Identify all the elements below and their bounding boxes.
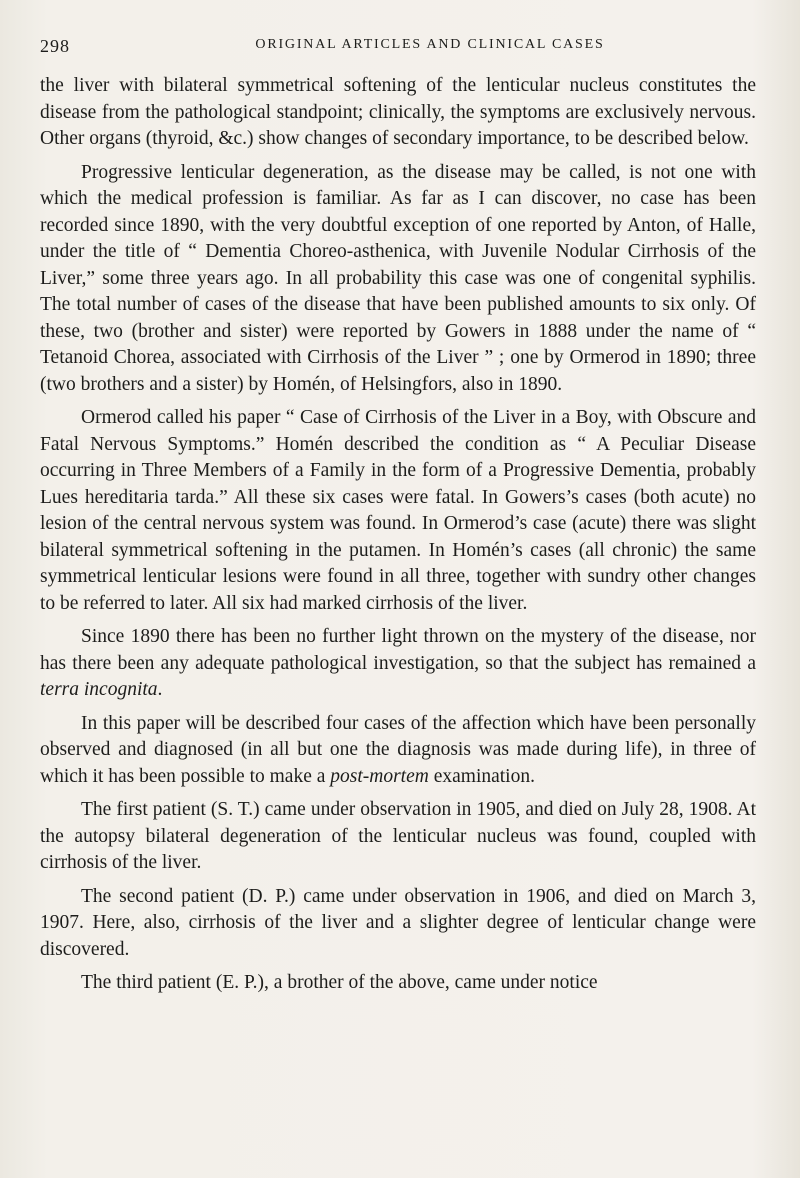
- paragraph: The second patient (D. P.) came under observation in 1906, and died on March 3, 1907. Here, also, cirrhosis of the liver and a slighter degree of lenticular change were discovered.: [40, 885, 756, 960]
- italic-phrase: terra incognita: [40, 679, 158, 700]
- paragraph: [40, 624, 756, 704]
- paragraph: [40, 711, 756, 791]
- paragraph: Ormerod called his paper “ Case of Cirrhosis of the Liver in a Boy, with Obscure and Fatal Nervous Symptoms.” Homén described the condition as “ A Peculiar Disease occurring in Three Members of a Family in the form of a Progressive Dementia, probably Lues hereditaria tarda.” All these six cases were fatal. In Gowers’s cases (both acute) no lesion of the central nervous system was found. In Ormerod’s case (acute) there was slight bilateral symmetrical softening in the putamen. In Homén’s cases (all chronic) the same symmetrical lenticular lesions were found in all three, together with sundry other changes to be referred to later. All six had marked cirrhosis of the liver.: [40, 407, 756, 614]
- paragraph-text: .: [157, 679, 163, 700]
- running-head: ORIGINAL ARTICLES AND CLINICAL CASES: [255, 37, 605, 52]
- paragraph: Progressive lenticular degeneration, as the disease may be called, is not one with which the medical profession is familiar. As far as I can discover, no case has been recorded since 1890, with the very doubtful exception of one reported by Anton, of Halle, under the title of “ Dementia Choreo-asthenica, with Juvenile Nodular Cirrhosis of the Liver,” some three years ago. In all probability this case was one of congenital syphilis. The total number of cases of the disease that have been published amounts to six only. Of these, two (brother and sister) were reported by Gowers in 1888 under the name of “ Tetanoid Chorea, associated with Cirrhosis of the Liver ” ; one by Ormerod in 1890; three (two brothers and a sister) by Homén, of Helsingfors, also in 1890.: [40, 161, 756, 395]
- italic-phrase: post-mortem: [330, 765, 429, 787]
- paragraph: The third patient (E. P.), a brother of the above, came under notice: [81, 972, 598, 993]
- paragraph: The first patient (S. T.) came under observation in 1905, and died on July 28, 1908. At the autopsy bilateral degeneration of the lenticular nucleus was found, coupled with cirrhosis of the liver.: [40, 799, 756, 873]
- paragraph-text: Since 1890 there has been no further light thrown on the mystery of the disease, nor has there been any adequate pathological investigation, so that the subject has remained a: [40, 626, 756, 674]
- body-text: [40, 73, 756, 1004]
- paragraph: the liver with bilateral symmetrical softening of the lenticular nucleus constitutes the disease from the pathological standpoint; clinically, the symptoms are exclusively nervous. Other organs (thyroid, &c.) show changes of secondary importance, to be described below.: [40, 75, 756, 149]
- paragraph-text: examination.: [428, 765, 535, 787]
- page-header: [40, 36, 760, 56]
- paragraph-text: In this paper will be described four cases of the affection which have been personally observed and diagnosed (in all but one the diagnosis was made during life), in three of which it has been possible to make a: [40, 712, 756, 787]
- page-number: 298: [40, 36, 70, 56]
